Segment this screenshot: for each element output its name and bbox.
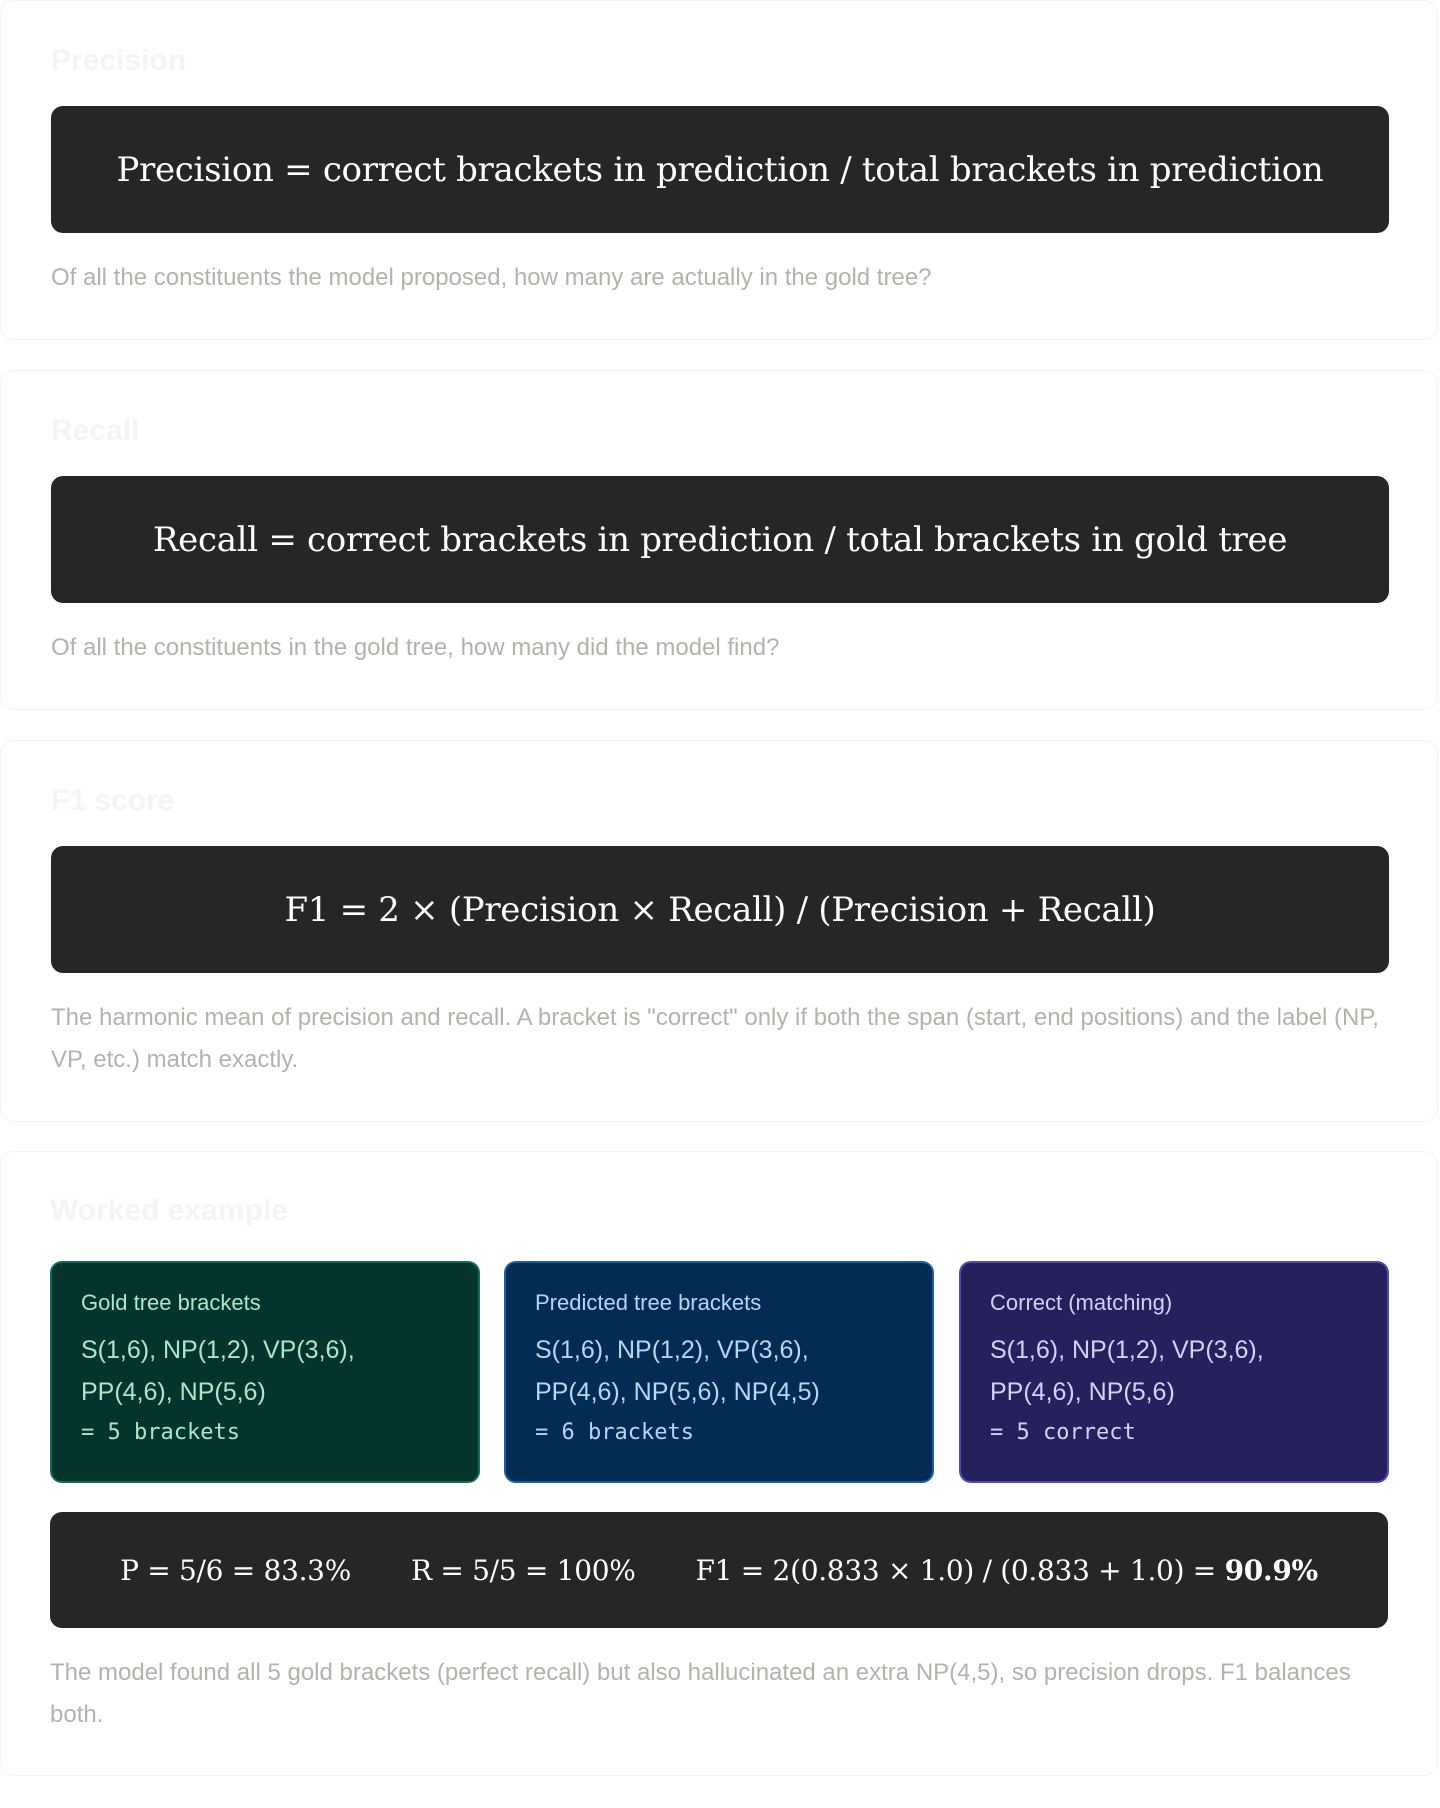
recall-description: Of all the constituents in the gold tree, how many did the model find?	[51, 634, 780, 661]
gold-brackets-box	[50, 1261, 480, 1483]
gold-brackets-count: = 5 brackets	[81, 1420, 240, 1445]
correct-brackets-count: = 5 correct	[990, 1420, 1136, 1445]
predicted-brackets-box	[504, 1261, 934, 1483]
predicted-brackets-count: = 6 brackets	[535, 1420, 694, 1445]
result-f1-prefix: F1 = 2(0.833 × 1.0) / (0.833 + 1.0) =	[695, 1553, 1225, 1587]
result-recall: R = 5/5 = 100%	[411, 1553, 636, 1587]
predicted-brackets-line-2: PP(4,6), NP(5,6), NP(4,5)	[535, 1378, 820, 1406]
recall-formula: Recall = correct brackets in prediction / total brackets in gold tree	[51, 476, 1389, 603]
predicted-brackets-title: Predicted tree brackets	[535, 1290, 762, 1315]
correct-brackets-title: Correct (matching)	[990, 1290, 1173, 1315]
correct-brackets-box	[959, 1261, 1389, 1483]
recall-card	[0, 370, 1438, 710]
result-f1	[696, 1554, 1318, 1587]
precision-card	[0, 0, 1438, 340]
gold-brackets-line-1: S(1,6), NP(1,2), VP(3,6),	[81, 1336, 355, 1364]
worked-example-description: The model found all 5 gold brackets (perfect recall) but also hallucinated an extra NP(4,5), so precision drops. F1 balances both.	[50, 1659, 1351, 1728]
correct-brackets-line-2: PP(4,6), NP(5,6)	[990, 1378, 1175, 1406]
result-precision: P = 5/6 = 83.3%	[120, 1553, 352, 1587]
recall-title: Recall	[51, 414, 140, 447]
precision-title: Precision	[51, 44, 187, 77]
f1-formula: F1 = 2 × (Precision × Recall) / (Precision + Recall)	[51, 846, 1389, 973]
f1-description: The harmonic mean of precision and recall. A bracket is "correct" only if both the span (start, end positions) and the label (NP, VP, etc.) match exactly.	[51, 1004, 1379, 1073]
precision-description: Of all the constituents the model proposed, how many are actually in the gold tree?	[51, 264, 932, 291]
f1-title: F1 score	[51, 784, 175, 817]
predicted-brackets-line-1: S(1,6), NP(1,2), VP(3,6),	[535, 1336, 809, 1364]
correct-brackets-line-1: S(1,6), NP(1,2), VP(3,6),	[990, 1336, 1264, 1364]
precision-formula: Precision = correct brackets in prediction / total brackets in prediction	[51, 106, 1389, 233]
f1-card	[0, 740, 1438, 1122]
result-formula	[50, 1512, 1388, 1628]
worked-example-title: Worked example	[50, 1194, 288, 1227]
gold-brackets-title: Gold tree brackets	[81, 1290, 261, 1315]
gold-brackets-line-2: PP(4,6), NP(5,6)	[81, 1378, 266, 1406]
result-f1-value: 90.9%	[1224, 1553, 1318, 1587]
